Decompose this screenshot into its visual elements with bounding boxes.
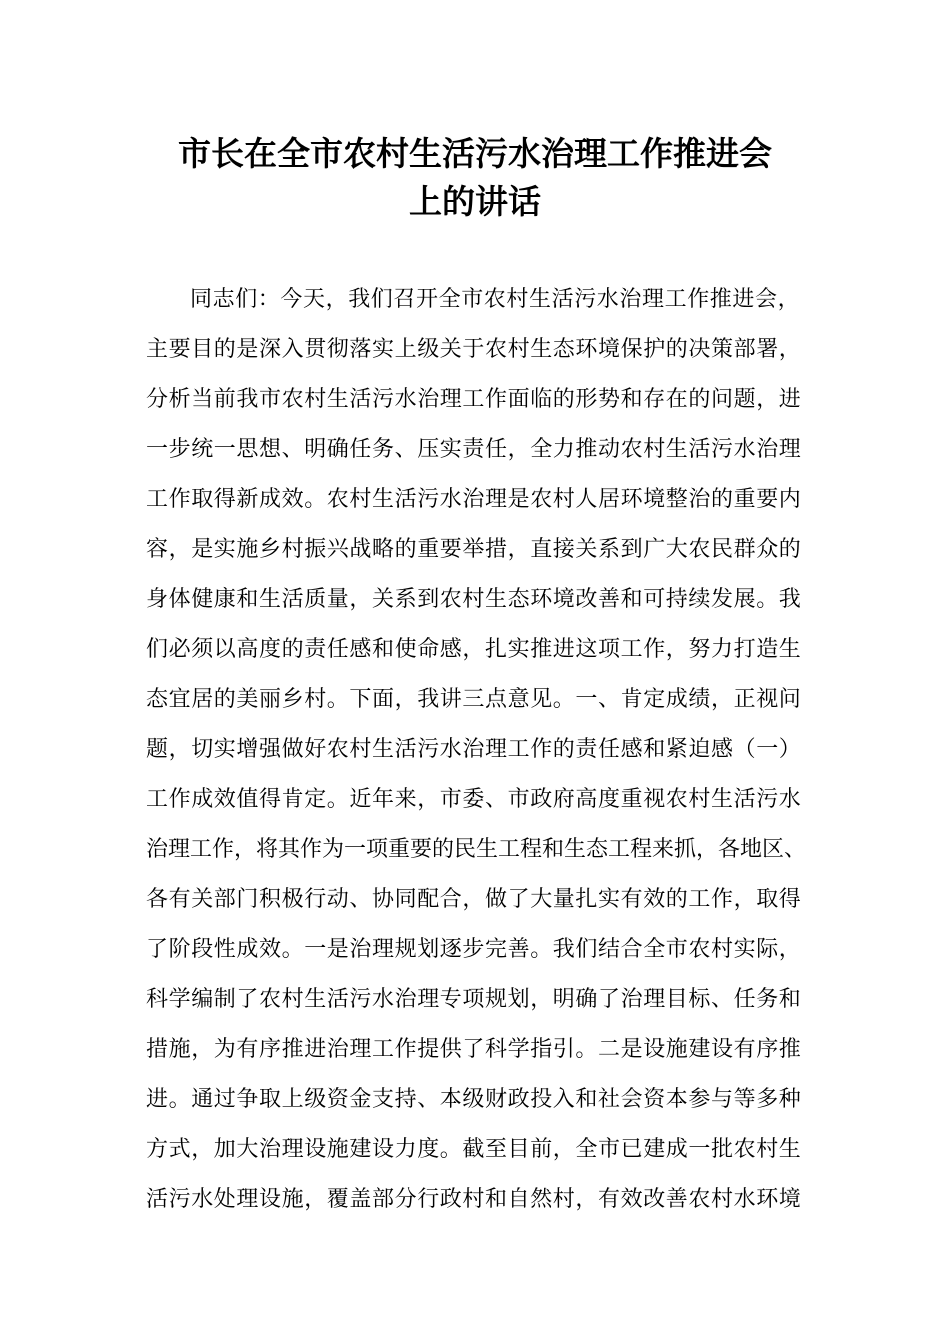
body-line-4: 一步统一思想、明确任务、压实责任，全力推动农村生活污水治理 xyxy=(146,437,802,462)
body-line-12: 治理工作，将其作为一项重要的民生工程和生态工程来抓，各地区、 xyxy=(146,837,807,862)
body-line-16: 措施，为有序推进治理工作提供了科学指引。二是设施建设有序推 xyxy=(146,1037,802,1062)
document-title-line-2: 上的讲话 xyxy=(409,182,541,221)
body-line-19: 活污水处理设施，覆盖部分行政村和自然村，有效改善农村水环境 xyxy=(146,1187,802,1212)
body-line-7: 身体健康和生活质量，关系到农村生态环境改善和可持续发展。我 xyxy=(146,587,802,612)
body-line-15: 科学编制了农村生活污水治理专项规划，明确了治理目标、任务和 xyxy=(146,987,802,1012)
document-title-line-1: 市长在全市农村生活污水治理工作推进会 xyxy=(178,134,772,173)
body-line-17: 进。通过争取上级资金支持、本级财政投入和社会资本参与等多种 xyxy=(146,1087,802,1112)
body-line-1: 同志们：今天，我们召开全市农村生活污水治理工作推进会， xyxy=(190,287,801,312)
body-line-13: 各有关部门积极行动、协同配合，做了大量扎实有效的工作，取得 xyxy=(146,887,802,912)
body-line-8: 们必须以高度的责任感和使命感，扎实推进这项工作，努力打造生 xyxy=(146,637,802,662)
body-line-6: 容，是实施乡村振兴战略的重要举措，直接关系到广大农民群众的 xyxy=(146,537,802,562)
body-line-3: 分析当前我市农村生活污水治理工作面临的形势和存在的问题，进 xyxy=(146,387,802,412)
body-line-2: 主要目的是深入贯彻落实上级关于农村生态环境保护的决策部署， xyxy=(146,337,802,362)
body-line-9: 态宜居的美丽乡村。下面，我讲三点意见。一、肯定成绩，正视问 xyxy=(146,687,802,712)
body-line-18: 方式，加大治理设施建设力度。截至目前，全市已建成一批农村生 xyxy=(146,1137,802,1162)
body-line-10: 题，切实增强做好农村生活污水治理工作的责任感和紧迫感（一） xyxy=(146,737,802,762)
body-line-14: 了阶段性成效。一是治理规划逐步完善。我们结合全市农村实际， xyxy=(146,937,802,962)
body-line-5: 工作取得新成效。农村生活污水治理是农村人居环境整治的重要内 xyxy=(146,487,802,512)
body-line-11: 工作成效值得肯定。近年来，市委、市政府高度重视农村生活污水 xyxy=(146,787,802,812)
